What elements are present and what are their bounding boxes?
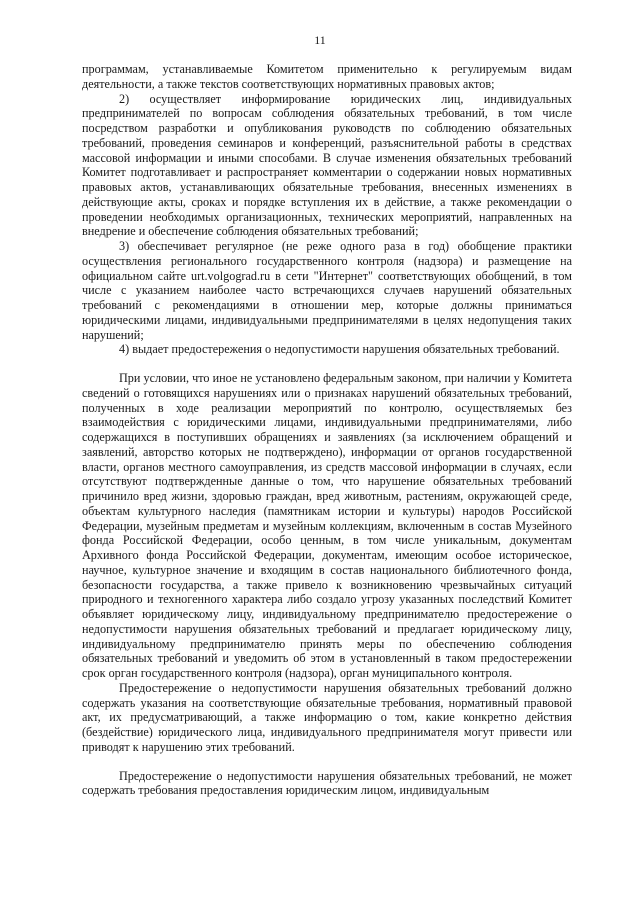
paragraph-continuation: программам, устанавливаемые Комитетом применительно к регулируемым видам деятельности, а также текстов соответствующих нормативных правовых актов; bbox=[82, 62, 572, 91]
document-body bbox=[82, 62, 572, 798]
paragraph-item-2: 2) осуществляет информирование юридических лиц, индивидуальных предпринимателей по вопросам соблюдения обязательных требований, в том числе посредством разработки и опубликования руководств по соблюдению обязательных требований, проведения семинаров и конференций, разъяснительной работы в средствах массовой информации и иными способами. В случае изменения обязательных требований Комитет подготавливает и распространяет комментарии о содержании новых нормативных правовых актов, устанавливающих обязательные требования, внесенных изменениях в действующие акты, сроках и порядке вступления их в действие, а также рекомендации о проведении необходимых организационных, технических мероприятий, направленных на внедрение и обеспечение соблюдения обязательных требований; bbox=[82, 91, 572, 239]
paragraph-warning-restrictions: Предостережение о недопустимости нарушения обязательных требований, не может содержать требования предоставления юридическим лицом, индивидуальным bbox=[82, 768, 572, 798]
page-number: 11 bbox=[314, 33, 326, 47]
paragraph-warning-content: Предостережение о недопустимости нарушения обязательных требований должно содержать указания на соответствующие обязательные требования, нормативный правовой акт, их предусматривающий, а также информацию о том, какие конкретно действия (бездействие) юридического лица, индивидуального предпринимателя могут привести или приводят к нарушению этих требований. bbox=[82, 680, 572, 754]
paragraph-item-3: 3) обеспечивает регулярное (не реже одного раза в год) обобщение практики осуществления регионального государственного контроля (надзора) и размещение на официальном сайте urt.volgograd.ru в сети "Интернет" соответствующих обобщений, в том числе с указанием наиболее часто встречающихся случаев нарушений обязательных требований с рекомендациями в отношении мер, которые должны приниматься юридическими лицами, индивидуальными предпринимателями в целях недопущения таких нарушений; bbox=[82, 239, 572, 342]
paragraph-item-4: 4) выдает предостережения о недопустимости нарушения обязательных требований. bbox=[119, 342, 560, 357]
paragraph-warning-conditions: При условии, что иное не установлено федеральным законом, при наличии у Комитета сведений о готовящихся нарушениях или о признаках нарушений обязательных требований, полученных в ходе реализации мероприятий по контролю, осуществляемых без взаимодействия с юридическими лицами, индивидуальными предпринимателями, либо содержащихся в поступивших обращениях и заявлениях (за исключением обращений и заявлений, авторство которых не подтверждено), информации от органов государственной власти, органов местного самоуправления, из средств массовой информации в случаях, если отсутствуют подтвержденные данные о том, что нарушение обязательных требований причинило вред жизни, здоровью граждан, вред животным, растениям, окружающей среде, объектам культурного наследия (памятникам истории и культуры) народов Российской Федерации, музейным предметам и музейным коллекциям, включенным в состав Музейного фонда Российской Федерации, особо ценным, в том числе уникальным, документам Архивного фонда Российской Федерации, документам, имеющим особое историческое, научное, культурное значение и входящим в состав национального библиотечного фонда, безопасности государства, а также привело к возникновению чрезвычайных ситуаций природного и техногенного характера либо создало угрозу указанных последствий Комитет объявляет юридическому лицу, индивидуальному предпринимателю предостережение о недопустимости нарушения обязательных требований и предлагает юридическому лицу, индивидуальному предпринимателю принять меры по обеспечению соблюдения обязательных требований и уведомить об этом в установленный в таком предостережении срок орган государственного контроля (надзора), орган муниципального контроля. bbox=[82, 371, 572, 680]
